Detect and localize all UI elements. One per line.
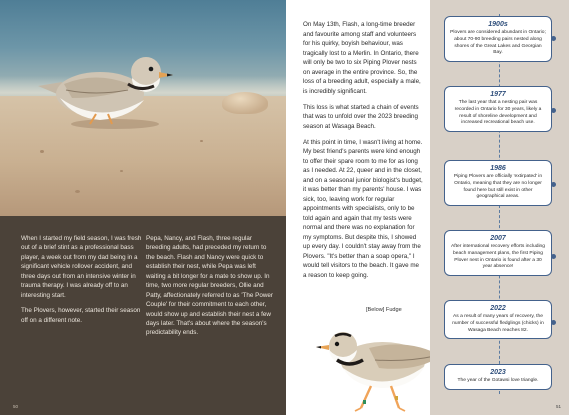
timeline-entry (444, 160, 552, 206)
timeline-text: Piping Plovers are officially 'extirpated' in Ontario, meaning that they are no longer found here but still exist in other geographical areas. (453, 174, 543, 200)
timeline-entry (444, 86, 552, 132)
timeline-text: After international recovery efforts including beach management plans, the first Piping Plover nest in Ontario is found after a 30 year absence! (451, 244, 545, 270)
page-number-left: 50 (13, 404, 19, 409)
left-paragraph: The Plovers, however, started their season off on a different note. (21, 307, 141, 324)
left-column-1 (21, 234, 147, 331)
timeline-dot (551, 108, 556, 113)
photo-caption: [Below] Fudge (366, 307, 402, 313)
left-paragraph: Pepa, Nancy, and Flash, three regular breeding adults, had preceded my return to the beach. Flash and Nancy were quick to establish their nest, while Pepa was left waiting a bit longer for a mate to show up. In time, two more regular breeders, Ollie and Patty, affectionately referred to as 'The Power Couple' for their commitment to each other, would show up and establish their nest a few days later. That's about where the season's predictability ends. (146, 235, 273, 337)
timeline-entry (444, 300, 552, 339)
right-body-text (303, 20, 423, 287)
page-number-right: 51 (555, 404, 561, 409)
timeline-year: 1900s (488, 21, 508, 28)
timeline-text: Plovers are considered abundant in Ontario; about 70-90 breeding pairs nested along shores of the Great Lakes and Georgian Bay. (450, 30, 546, 56)
timeline-entry (444, 364, 552, 390)
plover-history-timeline (430, 0, 569, 415)
right-paragraph: On May 13th, Flash, a long-time breeder and favourite among staff and volunteers for his quirky, boyish behaviour, was tragically lost to a Merlin. In Ontario, there will only be two to six Piping Plover nests on average in the entire province. So, the loss of a breeding adult, especially a male, is incredibly significant. (303, 21, 421, 95)
right-paragraph: At this point in time, I wasn't living at home. My best friend's parents were kind enough to offer their spare room to me for as long as I needed. At 22, queer and in the closet, and on a seasonal junior biologist's budget, it was better than my parents' house. I was sick, too, leaving work for regular appointments with specialists, only to be told again and again that my tests were normal and there was no explanation for my symptoms. But despite this, I showed up every day. I couldn't stay away from the Plovers. "It's better than a soap opera," I would tell visitors to the beach. It gave me a reason to keep going. (303, 138, 423, 279)
timeline-year: 2007 (490, 235, 506, 242)
timeline-year: 2022 (490, 305, 506, 312)
timeline-text: The year of the Gotawsi love triangle. (457, 378, 539, 383)
timeline-entry (444, 16, 552, 62)
timeline-dot (551, 182, 556, 187)
timeline-entry (444, 230, 552, 276)
timeline-dot (551, 320, 556, 325)
timeline-year: 1977 (490, 91, 506, 98)
left-column-2 (146, 234, 274, 344)
left-paragraph: When I started my field season, I was fresh out of a brief stint as a professional bass player, a week out from my dad being in a significant vehicle rollover accident, and three days out from an intensive winter in trauma therapy. I was already off to an interesting start. (21, 235, 142, 299)
right-page (286, 0, 569, 415)
timeline-year: 1986 (490, 165, 506, 172)
timeline-year: 2023 (490, 369, 506, 376)
plover-beach-photo (0, 0, 286, 216)
timeline-dot (551, 36, 556, 41)
timeline-text: The last year that a nesting pair was recorded in Ontario for 30 years, likely a result of shoreline development and increased recreational beach use. (454, 100, 542, 126)
timeline-text: As a result of many years of recovery, the number of successful fledglings (chicks) in Wasaga Beach reaches 82. (452, 314, 544, 333)
right-paragraph: This loss is what started a chain of events that was to unfold over the 2023 breeding season at Wasaga Beach. (303, 103, 419, 130)
piping-plover-bird (0, 0, 286, 216)
timeline-dot (551, 254, 556, 259)
